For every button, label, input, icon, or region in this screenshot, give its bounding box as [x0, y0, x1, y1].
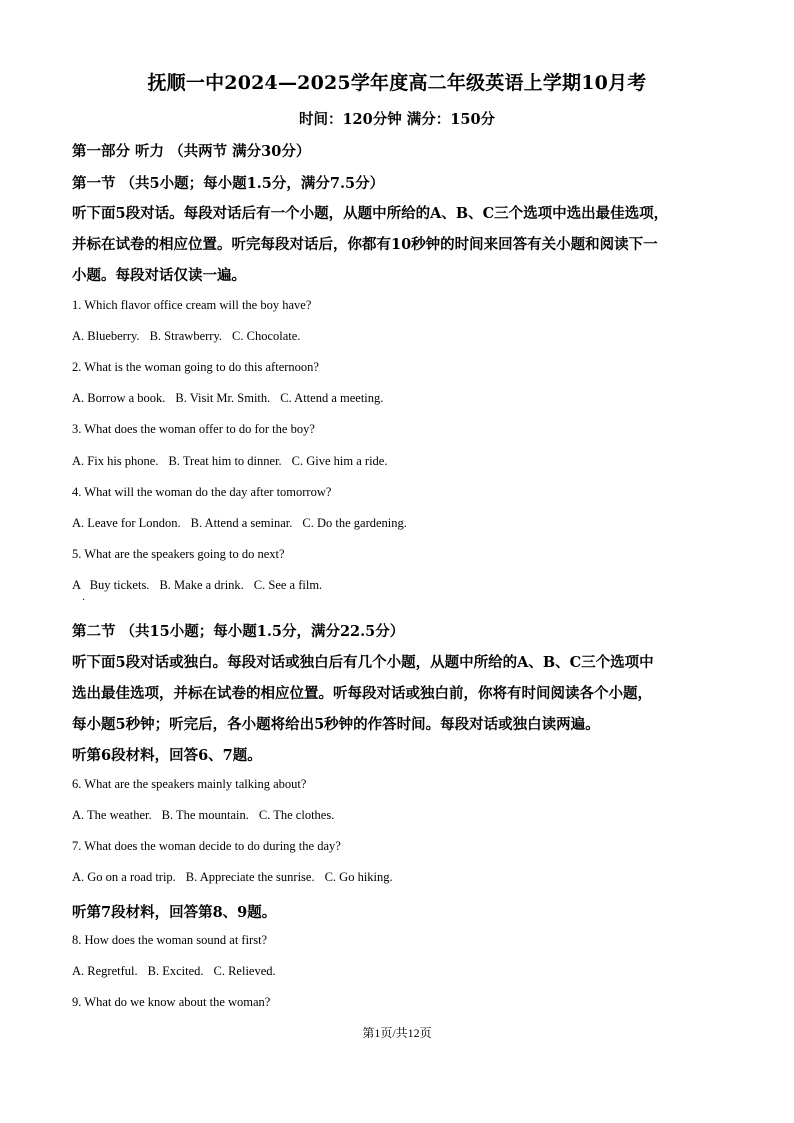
question-4-options	[72, 516, 734, 531]
question-3-options	[72, 454, 734, 469]
section2-instruction-line: 选出最佳选项，并标在试卷的相应位置。听每段对话或独白前，你将有时间阅读各个小题，	[72, 685, 652, 702]
question-7-options	[72, 870, 734, 885]
part1-heading: 第一部分 听力 （共两节 满分30分）	[72, 143, 311, 160]
option-c: C. Attend a meeting.	[280, 391, 384, 405]
option-b: B. Treat him to dinner.	[168, 454, 282, 468]
question-1-options	[72, 329, 734, 344]
option-c: C. Go hiking.	[324, 870, 393, 884]
option-b: B. Attend a seminar.	[190, 516, 293, 530]
option-a: A. Leave for London.	[72, 516, 181, 530]
option-a: A. Go on a road trip.	[72, 870, 176, 884]
question-6-options	[72, 808, 734, 823]
option-b: B. Excited.	[147, 964, 204, 978]
option-c: C. See a film.	[253, 578, 323, 592]
option-b: B. Appreciate the sunrise.	[185, 870, 315, 884]
section1-instruction-line: 并标在试卷的相应位置。听完每段对话后，你都有10秒钟的时间来回答有关小题和阅读下一	[72, 236, 658, 253]
option-b: B. Make a drink.	[159, 578, 244, 592]
option-b: B. The mountain.	[161, 808, 249, 822]
section1-instruction-line: 小题。每段对话仅读一遍。	[72, 267, 246, 284]
question-2: 2. What is the woman going to do this afternoon?	[72, 360, 319, 374]
question-5: 5. What are the speakers going to do next?	[72, 547, 285, 561]
option-a: A. Regretful.	[72, 964, 138, 978]
question-3: 3. What does the woman offer to do for the boy?	[72, 422, 315, 436]
question-8-options	[72, 964, 734, 979]
option-a: A Buy tickets.	[72, 578, 150, 592]
option-c: C. Give him a ride.	[291, 454, 388, 468]
section2-instruction-line: 每小题5秒钟；听完后，各小题将给出5秒钟的作答时间。每段对话或独白读两遍。	[72, 716, 600, 733]
section2-heading: 第二节 （共15小题；每小题1.5分，满分22.5分）	[72, 623, 405, 640]
option-c: C. The clothes.	[258, 808, 335, 822]
option-c: C. Do the gardening.	[302, 516, 407, 530]
question-9: 9. What do we know about the woman?	[72, 995, 271, 1009]
page-number: 第1页/共12页	[362, 1026, 432, 1040]
option-a: A. Borrow a book.	[72, 391, 166, 405]
option-a: A. Fix his phone.	[72, 454, 159, 468]
stray-dot: ·	[82, 595, 86, 606]
option-b: B. Strawberry.	[149, 329, 223, 343]
question-2-options	[72, 391, 734, 406]
section1-instruction-line: 听下面5段对话。每段对话后有一个小题，从题中所给的A、B、C三个选项中选出最佳选项，	[72, 205, 669, 222]
option-a: A. The weather.	[72, 808, 152, 822]
section1-heading: 第一节 （共5小题；每小题1.5分，满分7.5分）	[72, 175, 385, 192]
question-7: 7. What does the woman decide to do during the day?	[72, 839, 341, 853]
material-6-heading: 听第6段材料，回答6、7题。	[72, 747, 262, 764]
option-c: C. Chocolate.	[232, 329, 301, 343]
question-5-options	[72, 578, 734, 593]
section2-instruction-line: 听下面5段对话或独白。每段对话或独白后有几个小题，从题中所给的A、B、C三个选项中	[72, 654, 654, 671]
material-7-heading: 听第7段材料，回答第8、9题。	[72, 904, 277, 921]
option-c: C. Relieved.	[213, 964, 276, 978]
question-1: 1. Which flavor office cream will the boy have?	[72, 298, 312, 312]
question-8: 8. How does the woman sound at first?	[72, 933, 268, 947]
question-4: 4. What will the woman do the day after tomorrow?	[72, 485, 332, 499]
option-b: B. Visit Mr. Smith.	[175, 391, 271, 405]
page-title: 抚顺一中2024—2025学年度高二年级英语上学期10月考	[147, 72, 647, 94]
question-6: 6. What are the speakers mainly talking about?	[72, 777, 307, 791]
exam-time-score: 时间：120分钟 满分：150分	[298, 111, 496, 128]
option-a: A. Blueberry.	[72, 329, 140, 343]
